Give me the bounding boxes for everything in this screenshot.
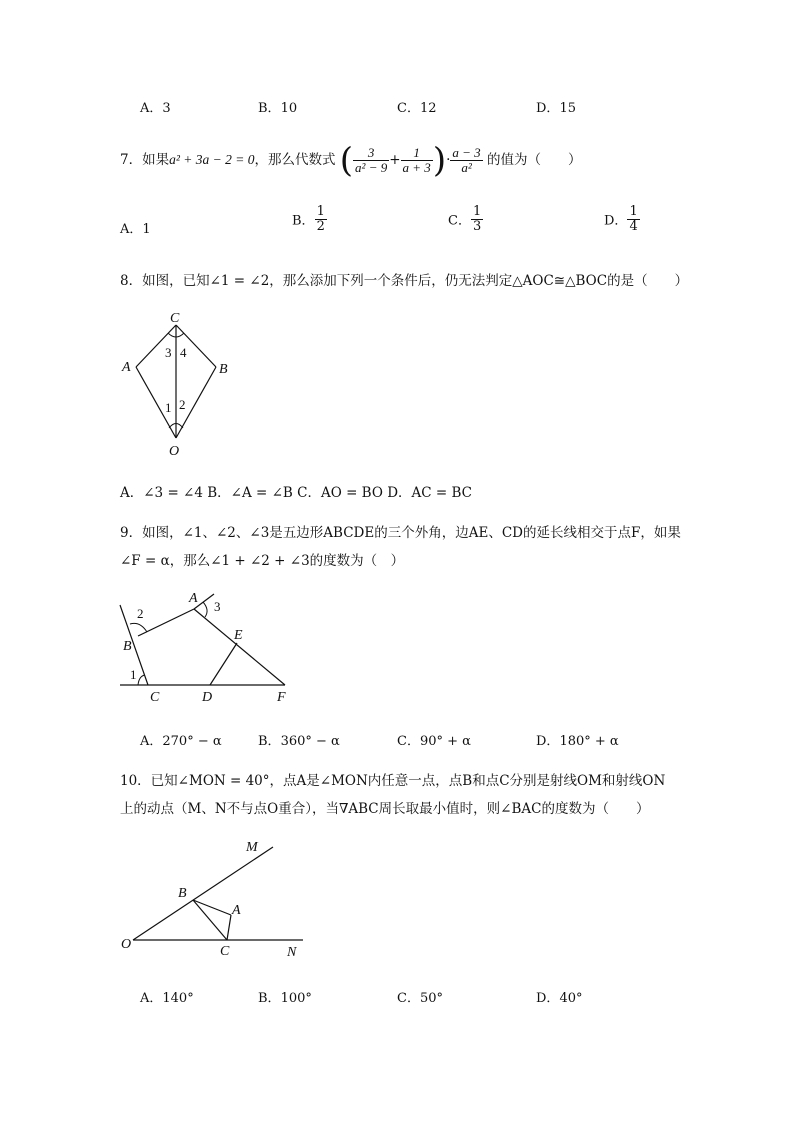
q9-figure-pentagon — [110, 585, 300, 710]
q8-label-angle-1: 1 — [165, 400, 172, 415]
q7-option-b[interactable]: B． $\frac{1}{2}$ — [292, 204, 325, 234]
q8-label-angle-2: 2 — [179, 397, 186, 412]
q9-angle-arc-3 — [203, 602, 207, 617]
q9-label-angle-3: 3 — [214, 599, 221, 614]
q10-segment-ac — [227, 915, 231, 940]
q9-stem-line1: 9．如图，∠1、∠2、∠3是五边形ABCDE的三个外角，边AE、CD的延长线相交于点F，如果 — [120, 525, 681, 541]
q10-label-c: C — [220, 944, 230, 959]
q10-figure-angle — [115, 835, 315, 965]
q10-stem-line1: 10．已知∠MON = 40°，点A是∠MON内任意一点，点B和点C分别是射线OM和射线ON — [120, 773, 666, 789]
q9-option-b[interactable]: B．360° − α — [258, 734, 340, 749]
q6-option-b[interactable]: B．10 — [258, 101, 298, 116]
q8-label-c: C — [170, 311, 180, 326]
q9-segment-ed — [210, 643, 237, 685]
q9-label-c: C — [150, 690, 160, 705]
q10-stem-line2: 上的动点（M、N不与点O重合），当∇ABC周长取最小值时，则∠BAC的度数为（ ） — [120, 801, 650, 817]
q9-label-b: B — [123, 639, 132, 654]
q9-option-c[interactable]: C．90° + α — [397, 734, 471, 749]
q9-option-d[interactable]: D．180° + α — [536, 734, 619, 749]
q6-option-d[interactable]: D．15 — [536, 101, 576, 116]
q9-angle-arc-2 — [130, 623, 147, 632]
q7-option-a[interactable]: A．1 — [120, 222, 151, 237]
q6-option-c[interactable]: C．12 — [397, 101, 437, 116]
q10-label-m: M — [246, 840, 258, 855]
q10-label-n: N — [287, 945, 297, 960]
q9-label-angle-1: 1 — [130, 667, 137, 682]
q7-right-paren: ) — [432, 140, 447, 181]
q7-left-paren: ( — [339, 140, 354, 181]
q10-segment-bc — [193, 900, 227, 940]
q9-label-f: F — [277, 690, 286, 705]
q9-label-angle-2: 2 — [137, 606, 144, 621]
q9-label-a: A — [189, 591, 198, 606]
q8-figure-kite — [115, 305, 245, 460]
q10-option-a[interactable]: A．140° — [140, 991, 194, 1006]
q6-option-a[interactable]: A．3 — [140, 101, 171, 116]
q7-option-d[interactable]: D． $\frac{1}{4}$ — [604, 204, 638, 234]
q10-option-b[interactable]: B．100° — [258, 991, 312, 1006]
q9-angle-arc-1 — [138, 675, 145, 685]
q7-fraction-2: $\frac{1}{a + 3}$ — [402, 145, 431, 175]
q7-condition: a² + 3a − 2 = 0 — [169, 152, 255, 167]
q9-label-d: D — [202, 690, 213, 705]
q8-label-o: O — [169, 444, 180, 459]
q10-option-c[interactable]: C．50° — [397, 991, 443, 1006]
q7-option-c[interactable]: C． $\frac{1}{3}$ — [448, 204, 482, 234]
q8-label-angle-4: 4 — [180, 345, 187, 360]
q8-label-angle-3: 3 — [165, 345, 172, 360]
q10-option-d[interactable]: D．40° — [536, 991, 583, 1006]
q8-label-b: B — [219, 362, 228, 377]
q7-stem: 7．如果a² + 3a − 2 = 0，那么代数式 ( $\frac{3}{\text{a² − 9}}$ + $\frac{1}{a + 3}$ )· $\frac{a - 3}{\text{a²}}$ 的值为（ ） — [120, 140, 582, 181]
q8-stem: 8．如图，已知∠1 = ∠2，那么添加下列一个条件后，仍无法判定△AOC≅△BOC的是（ ） — [120, 273, 689, 289]
q9-stem-line2: ∠F = α，那么∠1 + ∠2 + ∠3的度数为（ ） — [120, 553, 405, 569]
q10-label-a: A — [232, 903, 241, 918]
q7-fraction-1: $\frac{3}{\text{a² − 9}}$ — [355, 145, 388, 175]
q7-fraction-3: $\frac{a - 3}{\text{a²}}$ — [452, 145, 481, 175]
q10-ray-om — [133, 847, 273, 940]
q10-label-b: B — [178, 886, 187, 901]
q8-label-a: A — [122, 360, 131, 375]
q9-option-a[interactable]: A．270° − α — [140, 734, 222, 749]
q10-label-o: O — [121, 937, 132, 952]
q8-options[interactable]: A．∠3 = ∠4 B．∠A = ∠B C．AO = BO D．AC = BC — [120, 485, 473, 501]
q9-segment-af — [194, 609, 285, 685]
q9-label-e: E — [234, 628, 243, 643]
